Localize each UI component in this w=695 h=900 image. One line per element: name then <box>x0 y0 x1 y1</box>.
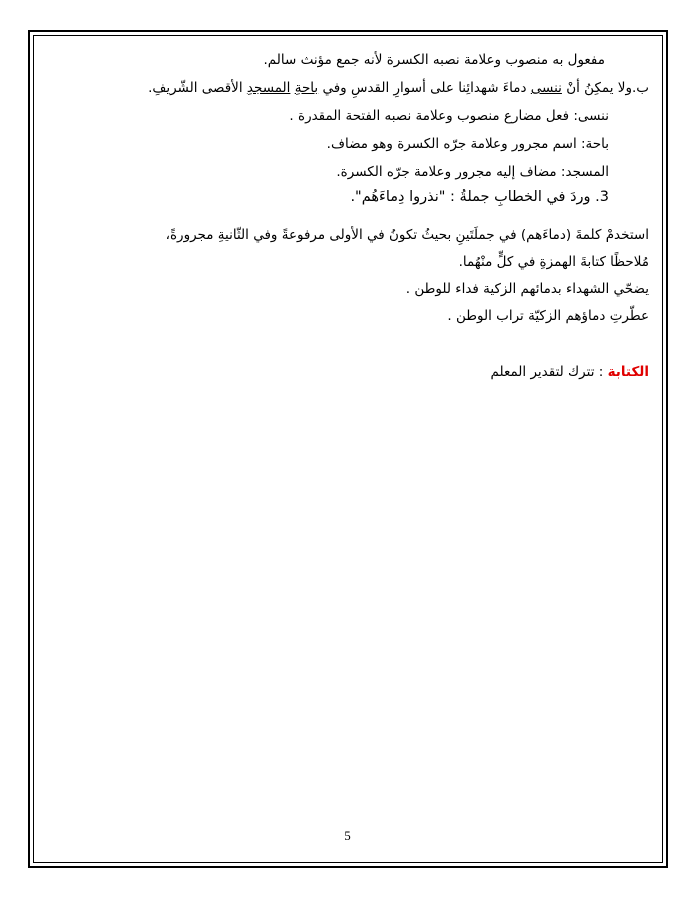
text-line-2-middle: دماءَ شهدائِنا على أسوارِ القدسِ وفي <box>318 80 531 96</box>
text-line-7: استخدمْ كلمةَ (دماءَهم) في جملَتَينِ بحيثُ تكونُ في الأولى مرفوعةً وفي الثّانيةِ مجرورةً، <box>165 227 649 243</box>
underlined-word-baha: باحةِ <box>294 80 319 96</box>
writing-heading: الكتابة <box>607 364 649 380</box>
text-line-1: مفعول به منصوب وعلامة نصبه الكسرة لأنه جمع مؤنث سالم. <box>263 52 605 68</box>
text-line-2-prefix: ب.ولا يمكِنُ أنْ <box>561 80 649 96</box>
text-line-4: باحة: اسم مجرور وعلامة جرّه الكسرة وهو مضاف. <box>326 136 609 152</box>
underlined-word-masjid: المسجدِ <box>246 80 291 96</box>
text-line-3: ننسى: فعل مضارع منصوب وعلامة نصبه الفتحة المقدرة . <box>289 108 609 124</box>
text-line-5: المسجد: مضاف إليه مجرور وعلامة جرّه الكسرة. <box>336 164 609 180</box>
text-line-6: 3. وردَ في الخطابِ جملةُ : "نذروا دِماءَهُم". <box>350 189 609 205</box>
writing-text: : تترك لتقدير المعلم <box>490 364 608 380</box>
underlined-word-nansa: ننسى <box>530 80 562 96</box>
page-border-inner <box>33 35 663 863</box>
text-line-10: عطّرتِ دماؤهم الزكيّة تراب الوطن . <box>447 308 649 324</box>
text-line-2-suffix: الأقصى الشّريفِ. <box>148 80 247 96</box>
page-number: 5 <box>344 828 351 843</box>
text-line-9: يضحّي الشهداء بدمائهم الزكية فداء للوطن . <box>405 281 649 297</box>
text-line-8: مُلاحظًا كتابةَ الهمزةِ في كلٍّ منْهُما. <box>458 254 649 270</box>
text-line-2 <box>148 80 649 96</box>
writing-section <box>491 364 649 380</box>
